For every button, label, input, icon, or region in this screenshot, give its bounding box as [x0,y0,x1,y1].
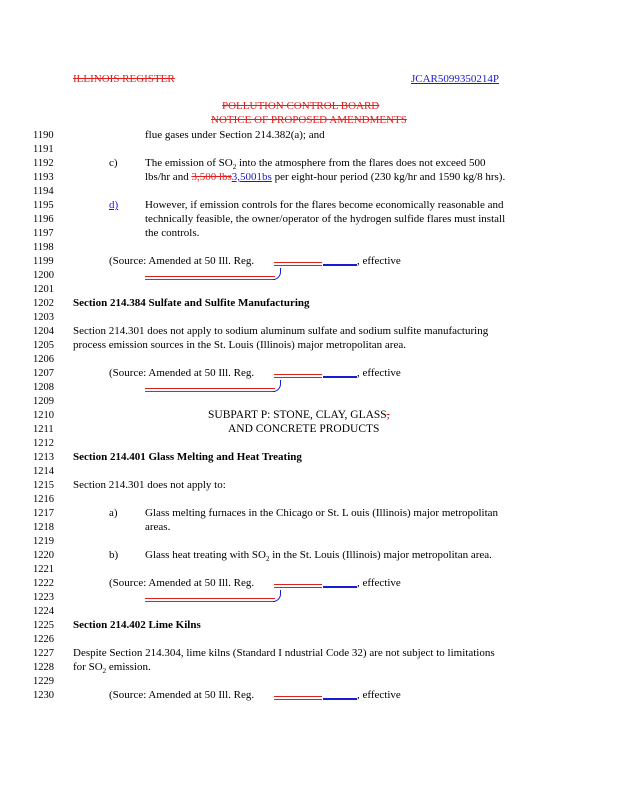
item-c-line1: The emission of $SO_2$ into the atmosphere from the flares does not exceed 500 [145,157,486,172]
inserted-blank [323,698,357,700]
section-214-401-intro: Section 214.301 does not apply to: [73,479,226,491]
section-214-401-title: Section 214.401 Glass Melting and Heat Treating [73,451,302,463]
line-number: 1230 [33,690,54,701]
line-number: 1191 [33,144,54,155]
line-number: 1202 [33,298,54,309]
notice-title: NOTICE OF PROPOSED AMENDMENTS [211,114,407,126]
line-number: 1212 [33,438,54,449]
line-number: 1222 [33,578,54,589]
line-number: 1203 [33,312,54,323]
line-number: 1193 [33,172,54,183]
item-c-label: c) [109,157,118,169]
line-number: 1190 [33,130,54,141]
line-number: 1206 [33,354,54,365]
line-number: 1197 [33,228,54,239]
deleted-blank [274,377,322,378]
source-text: (Source: Amended at 50 Ill. Reg. [109,689,255,701]
line-number: 1194 [33,186,54,197]
inserted-text: 3,5001bs [231,171,272,183]
deleted-blank [145,388,275,389]
line-number: 1223 [33,592,54,603]
item-a-label: a) [109,507,118,519]
subpart-p-heading-line2: AND CONCRETE PRODUCTS [228,423,380,435]
closing-paren [273,380,281,392]
source-text: (Source: Amended at 50 Ill. Reg. [109,577,255,589]
line-number: 1229 [33,676,54,687]
item-d-label: d) [109,199,119,211]
item-a-line2: areas. [145,521,171,533]
item-b-label: b) [109,549,119,561]
inserted-blank [323,376,357,378]
line-number: 1224 [33,606,54,617]
line-number: 1216 [33,494,54,505]
line-number: 1201 [33,284,54,295]
inserted-blank [323,264,357,266]
line-number: 1217 [33,508,54,519]
line-number: 1195 [33,200,54,211]
subpart-p-heading: SUBPART P: STONE, CLAY, GLASS, [208,409,390,421]
effective-text: , effective [357,255,401,267]
line-number: 1192 [33,158,54,169]
item-d-line2: technically feasible, the owner/operator of the hydrogen sulfide flares must install [145,213,506,225]
board-name: POLLUTION CONTROL BOARD [222,100,380,112]
line-number: 1221 [33,564,54,575]
line-number: 1205 [33,340,54,351]
line-number: 1220 [33,550,54,561]
line-number: 1215 [33,480,54,491]
line-number: 1208 [33,382,54,393]
deleted-blank [274,374,322,375]
jcar-code: JCAR5099350214P [411,73,500,85]
deleted-blank [274,699,322,700]
deleted-blank [145,276,275,277]
line-number: 1219 [33,536,54,547]
deleted-blank [145,601,275,602]
deleted-comma: , [386,409,390,421]
deleted-blank [145,598,275,599]
closing-paren [273,268,281,280]
line-number: 1204 [33,326,54,337]
section-214-384-line1: Section 214.301 does not apply to sodium aluminum sulfate and sodium sulfite manufacturing [73,325,489,337]
item-b-line: Glass heat treating with $SO_2$ in the St. Louis (Illinois) major metropolitan area. [145,549,492,564]
section-214-384-line2: process emission sources in the St. Louis (Illinois) major metropolitan area. [73,339,406,351]
line-number: 1228 [33,662,54,673]
source-text: (Source: Amended at 50 Ill. Reg. [109,255,255,267]
line-number: 1198 [33,242,54,253]
line-number: 1226 [33,634,54,645]
section-214-402-line2: for $SO_2$ emission. [73,661,151,676]
line-number: 1213 [33,452,54,463]
line-number: 1214 [33,466,54,477]
line-number: 1209 [33,396,54,407]
register-title: ILLINOIS REGISTER [73,73,175,85]
line-number: 1218 [33,522,54,533]
section-214-384-title: Section 214.384 Sulfate and Sulfite Manufacturing [73,297,310,309]
effective-text: , effective [357,689,401,701]
line-number: 1196 [33,214,54,225]
deleted-blank [274,696,322,697]
section-214-402-line1: Despite Section 214.304, lime kilns (Standard I ndustrial Code 32) are not subject to limitations [73,647,495,659]
line-number: 1211 [33,424,54,435]
deleted-text: 3,500 lbs [191,171,232,183]
item-d-line3: the controls. [145,227,200,239]
effective-text: , effective [357,367,401,379]
deleted-blank [274,265,322,266]
deleted-blank [274,584,322,585]
line-number: 1207 [33,368,54,379]
inserted-blank [323,586,357,588]
item-d-line1: However, if emission controls for the flares become economically reasonable and [145,199,504,211]
line-number: 1227 [33,648,54,659]
effective-text: , effective [357,577,401,589]
line-number: 1225 [33,620,54,631]
line-number: 1199 [33,256,54,267]
item-a-line1: Glass melting furnaces in the Chicago or St. L ouis (Illinois) major metropolitan [145,507,499,519]
flue-gases-line: flue gases under Section 214.382(a); and [145,129,325,141]
item-c-line2: lbs/hr and 3,500 lbs3,5001bs per eight-hour period (230 kg/hr and 1590 kg/8 hrs). [145,171,506,183]
section-214-402-title: Section 214.402 Lime Kilns [73,619,201,631]
deleted-blank [274,262,322,263]
deleted-blank [145,391,275,392]
line-number: 1210 [33,410,54,421]
deleted-blank [274,587,322,588]
line-number: 1200 [33,270,54,281]
closing-paren [273,590,281,602]
deleted-blank [145,279,275,280]
source-text: (Source: Amended at 50 Ill. Reg. [109,367,255,379]
